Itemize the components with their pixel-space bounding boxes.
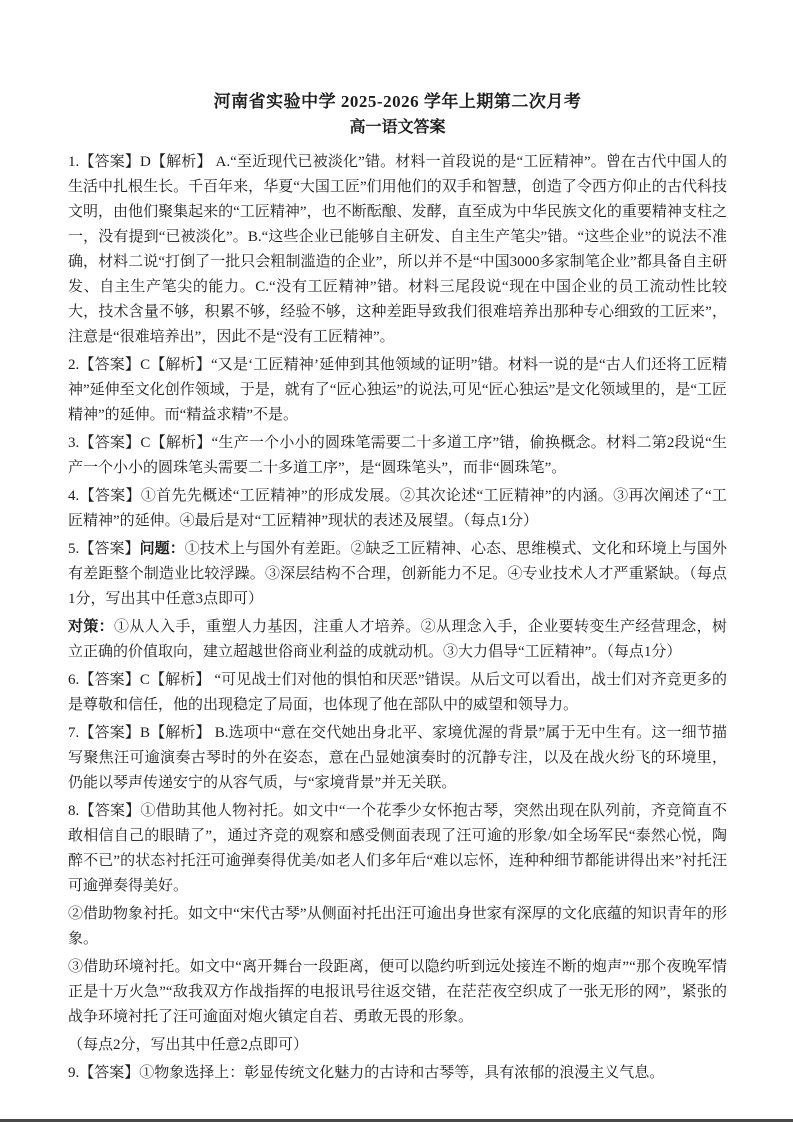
page-subtitle: 高一语文答案 [349,119,446,136]
answer-6-paragraph [68,668,727,718]
answer-5-strategy-text: ①从人入手，重塑人力基因，注重人才培养。②从理念入手，企业要转变生产经营理念，树立正确的价值取向，建立超越世俗商业利益的成就动机。③大力倡导“工匠精神”。（每点1分） [68,619,727,660]
answer-2-paragraph [68,353,727,428]
answer-5-prefix: 5.【答案】 [68,541,140,557]
answer-9-text: 9.【答案】①物象选择上：彰显传统文化魅力的古诗和古琴等，具有浓郁的浪漫主义气息。 [68,1065,665,1081]
page-title: 河南省实验中学 2025-2026 学年上期第二次月考 [213,92,582,111]
answer-8-point1-paragraph [68,799,727,899]
answer-5-problems-text: ①技术上与国外有差距。②缺乏工匠精神、心态、思维模式、文化和环境上与国外有差距整个制造业比较浮躁。③深层结构不合理，创新能力不足。④专业技术人才严重紧缺。（每点1分，写出其中任意3点即可） [68,541,727,607]
answer-8-point1-text: 8.【答案】①借助其他人物衬托。如文中“一个花季少女怀抱古琴，突然出现在队列前，齐竞简直不敢相信自己的眼睛了”，通过齐竞的观察和感受侧面表现了汪可逾的形象/如全场军民“泰然心悦，陶醉不已”的状态衬托汪可逾弹奏得优美/如老人们多年后“难以忘怀，连种种细节都能讲得出来”衬托汪可逾弹奏得美好。 [68,803,727,894]
answer-5-strategy-paragraph [68,615,727,665]
answer-7-paragraph [68,721,727,796]
answer-8-point2-text: ②借助物象衬托。如文中“宋代古琴”从侧面衬托出汪可逾出身世家有深厚的文化底蕴的知识青年的形象。 [68,906,727,947]
answer-4-text: 4.【答案】①首先先概述“工匠精神”的形成发展。②其次论述“工匠精神”的内涵。③再次阐述了“工匠精神”的延伸。④最后是对“工匠精神”现状的表述及展望。（每点1分） [68,488,727,529]
answer-5-problems-paragraph [68,537,727,612]
answer-8-point2-paragraph [68,902,727,952]
answer-1-paragraph [68,150,727,350]
answer-5-strategy-label: 对策： [68,619,114,635]
answer-2-text: 2.【答案】C【解析】“又是‘工匠精神’延伸到其他领域的证明”错。材料一说的是“古人们还将工匠精神”延伸至文化创作领域，于是，就有了“匠心独运”的说法,可见“匠心独运”是文化领域里的，是“工匠精神”的延伸。而“精益求精”不是。 [68,357,727,423]
answer-5-problems-label: 问题： [139,541,185,557]
answer-3-text: 3.【答案】C【解析】“生产一个小小的圆珠笔需要二十多道工序”错，偷换概念。材料二第2段说“生产一个小小的圆珠笔头需要二十多道工序”，是“圆珠笔头”，而非“圆珠笔”。 [68,435,727,476]
answer-4-paragraph [68,484,727,534]
answer-6-text: 6.【答案】C【解析】 “可见战士们对他的惧怕和厌恶”错误。从后文可以看出，战士们对齐竞更多的是尊敬和信任，他的出现稳定了局面，也体现了他在部队中的威望和领导力。 [68,672,727,713]
answer-1-text: 1.【答案】D【解析】 A.“至近现代已被淡化”错。材料一首段说的是“工匠精神”。曾在古代中国人的生活中扎根生长。千百年来，华夏“大国工匠”们用他们的双手和智慧，创造了令西方仰止的古代科技文明，由他们聚集起来的“工匠精神”，也不断酝酿、发酵，直至成为中华民族文化的重要精神支柱之一，没有提到“已被淡化”。B.“这些企业已能够自主研发、自主生产笔尖”错。“这些企业”的说法不准确，材料二说“打倒了一批只会粗制滥造的企业”，所以并不是“中国3000多家制笔企业”都具备自主研发、自主生产笔尖的能力。C.“没有工匠精神”错。材料三尾段说“现在中国企业的员工流动性比较大，技术含量不够，积累不够，经验不够，这种差距导致我们很难培养出那种专心细致的工匠来”，注意是“很难培养出”，因此不是“没有工匠精神”。 [68,154,727,345]
answer-9-paragraph [68,1061,727,1086]
answer-8-point3-text: ③借助环境衬托。如文中“离开舞台一段距离，便可以隐约听到远处接连不断的炮声”“那个夜晚军情正是十万火急”“敌我双方作战指挥的电报讯号往返交错，在茫茫夜空织成了一张无形的网”，紧张的战争环境衬托了汪可逾面对炮火镇定自若、勇敢无畏的形象。 [68,959,727,1025]
answer-8-score-note [68,1033,727,1058]
answer-3-paragraph [68,431,727,481]
answer-8-note-text: （每点2分，写出其中任意2点即可） [68,1037,309,1053]
answer-7-text: 7.【答案】B【解析】 B.选项中“意在交代她出身北平、家境优渥的背景”属于无中生有。这一细节描写聚焦汪可逾演奏古琴时的外在姿态，意在凸显她演奏时的沉静专注，以及在战火纷飞的环境里，仍能以琴声传递安宁的从容气质，与“家境背景”并无关联。 [68,725,727,791]
answer-8-point3-paragraph [68,955,727,1030]
